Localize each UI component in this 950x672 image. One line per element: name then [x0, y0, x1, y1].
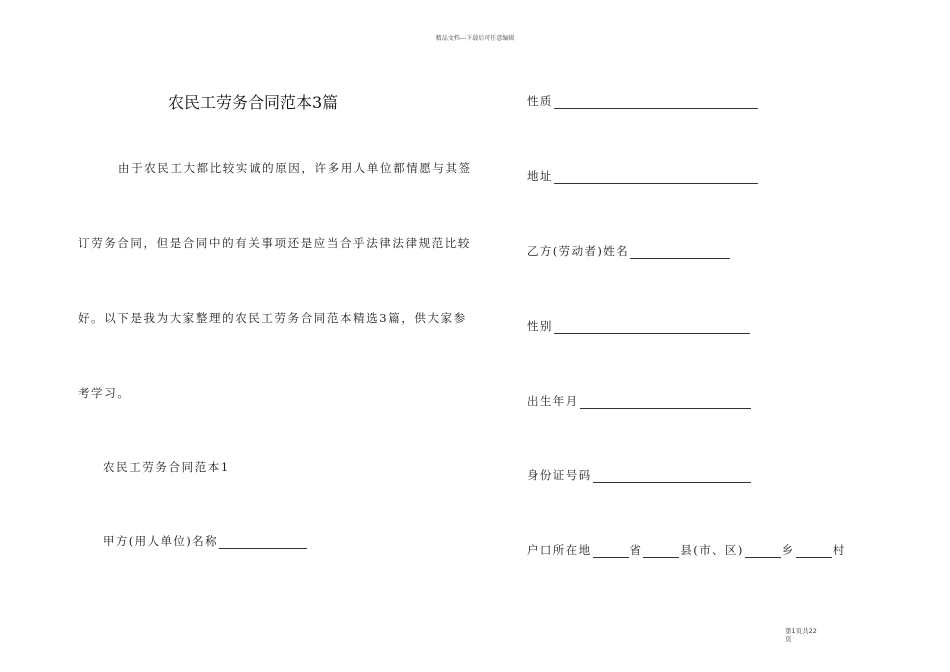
nature-field — [527, 93, 759, 109]
page-header: 精品文档---下载后可任意编辑 — [435, 35, 515, 42]
id-number-label: 身份证号码 — [527, 468, 592, 482]
address-field — [527, 168, 759, 184]
province-blank[interactable] — [593, 547, 629, 558]
paragraph-line-1: 由于农民工大都比较实诚的原因，许多用人单位都情愿与其签 — [118, 161, 472, 175]
province-label: 省 — [629, 543, 643, 557]
paragraph-line-2: 订劳务合同，但是合同中的有关事项还是应当合乎法律法律规范比较 — [78, 236, 471, 250]
gender-field — [527, 318, 751, 334]
party-b-name-field — [527, 243, 731, 259]
county-label: 县(市、区) — [680, 543, 744, 557]
page-number-line-1: 第1页共22 — [785, 627, 817, 635]
address-blank[interactable] — [554, 173, 758, 184]
hukou-label: 户口所在地 — [527, 543, 592, 557]
party-a-name-field — [103, 533, 308, 549]
birth-date-label: 出生年月 — [527, 394, 579, 408]
township-label: 乡 — [781, 543, 795, 557]
party-b-label: 乙方(劳动者)姓名 — [527, 244, 630, 258]
party-b-blank[interactable] — [630, 248, 730, 259]
birth-date-blank[interactable] — [580, 398, 751, 409]
gender-blank[interactable] — [554, 323, 750, 334]
address-label: 地址 — [527, 169, 553, 183]
village-blank[interactable] — [796, 547, 832, 558]
nature-label: 性质 — [527, 94, 553, 108]
county-blank[interactable] — [643, 547, 679, 558]
document-title: 农民工劳务合同范本3篇 — [168, 93, 339, 112]
paragraph-line-4: 考学习。 — [78, 386, 131, 400]
page-number-line-2: 页 — [785, 635, 792, 643]
party-a-label: 甲方(用人单位)名称 — [103, 534, 218, 548]
section-heading: 农民工劳务合同范本1 — [103, 460, 230, 474]
township-blank[interactable] — [745, 547, 781, 558]
id-number-blank[interactable] — [593, 472, 751, 483]
party-a-blank[interactable] — [219, 538, 307, 549]
paragraph-line-3: 好。以下是我为大家整理的农民工劳务合同范本精选3篇，供大家参 — [78, 311, 467, 325]
id-number-field — [527, 467, 752, 483]
nature-blank[interactable] — [554, 98, 758, 109]
hukou-field — [527, 542, 846, 558]
gender-label: 性别 — [527, 319, 553, 333]
page-number — [785, 627, 817, 643]
village-label: 村 — [832, 543, 846, 557]
birth-date-field — [527, 393, 752, 409]
